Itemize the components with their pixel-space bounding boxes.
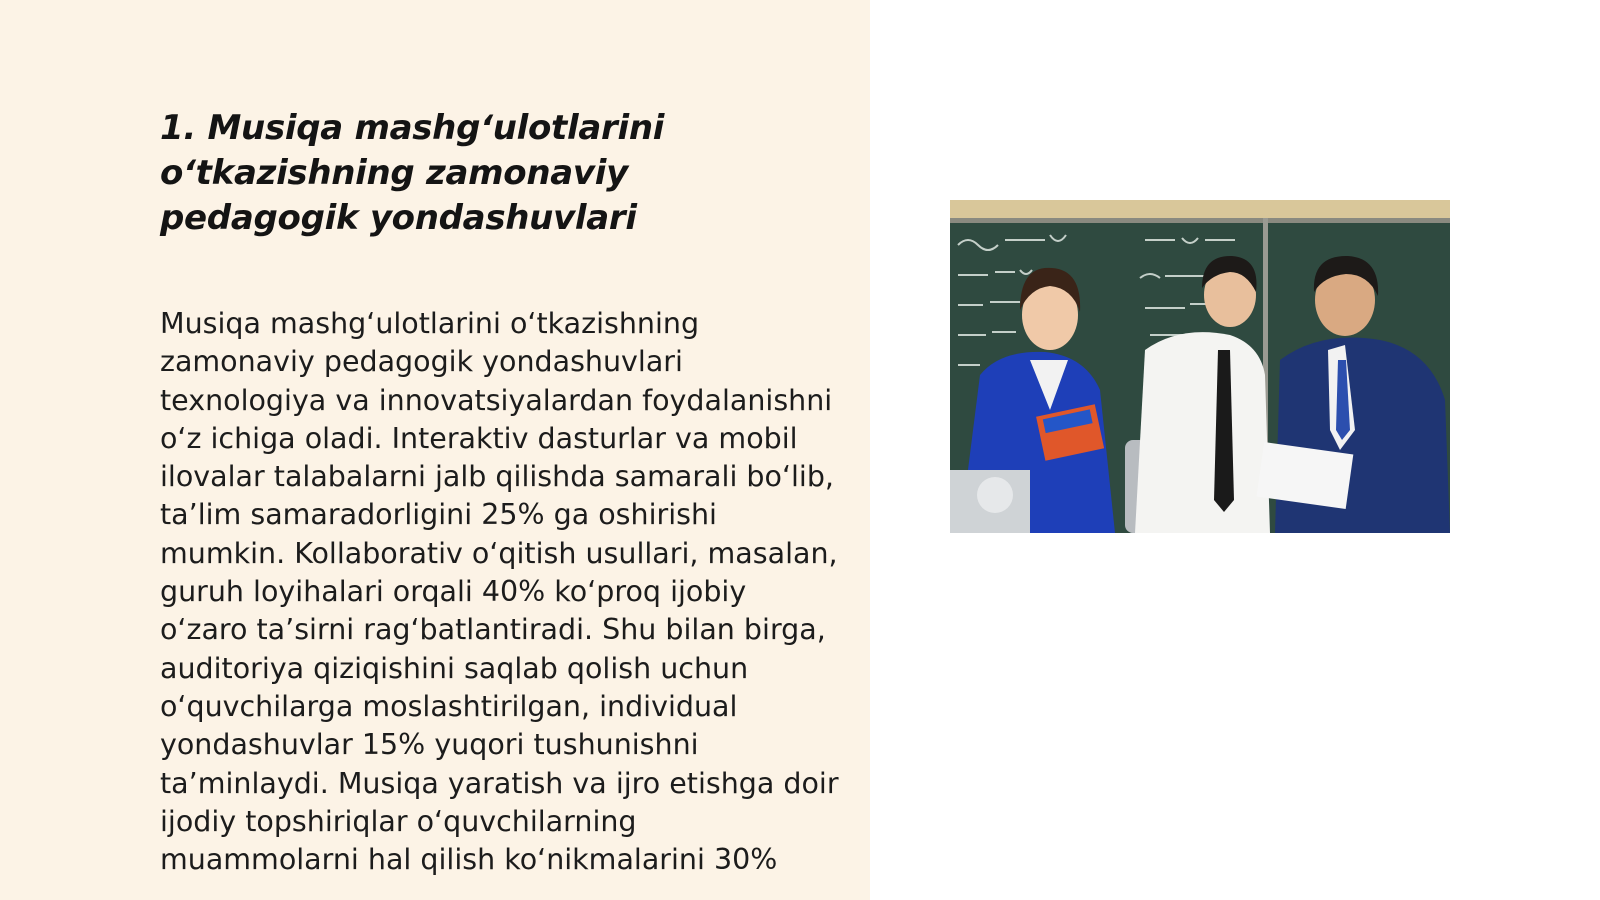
classroom-photo-illustration (950, 200, 1450, 533)
classroom-photo (950, 200, 1450, 533)
slide-title: 1. Musiqa mashg‘ulotlarini o‘tkazishning zamonaviy pedagogik yondashuvlari (160, 108, 665, 238)
slide-body-text: Musiqa mashg‘ulotlarini o‘tkazishning zamonaviy pedagogik yondashuvlari texnologiya va innovatsiyalardan foydalanishni o‘z ichiga oladi. Interaktiv dasturlar va mobil ilovalar talabalarni jalb qilishda samarali bo‘lib, ta’lim samaradorligini 25% ga oshirishi mumkin. Kollaborativ o‘qitish usullari, masalan, guruh loyihalari orqali 40% ko‘proq ijobiy o‘zaro ta’sirni rag‘batlantiradi. Shu bilan birga, auditoriya qiziqishini saqlab qolish uchun o‘quvchilarga moslashtirilgan, individual yondashuvlar 15% yuqori tushunishni ta’minlaydi. Musiqa yaratish va ijro etishga doir ijodiy topshiriqlar o‘quvchilarning muammolarni hal qilish ko‘nikmalarini 30% (160, 307, 839, 877)
